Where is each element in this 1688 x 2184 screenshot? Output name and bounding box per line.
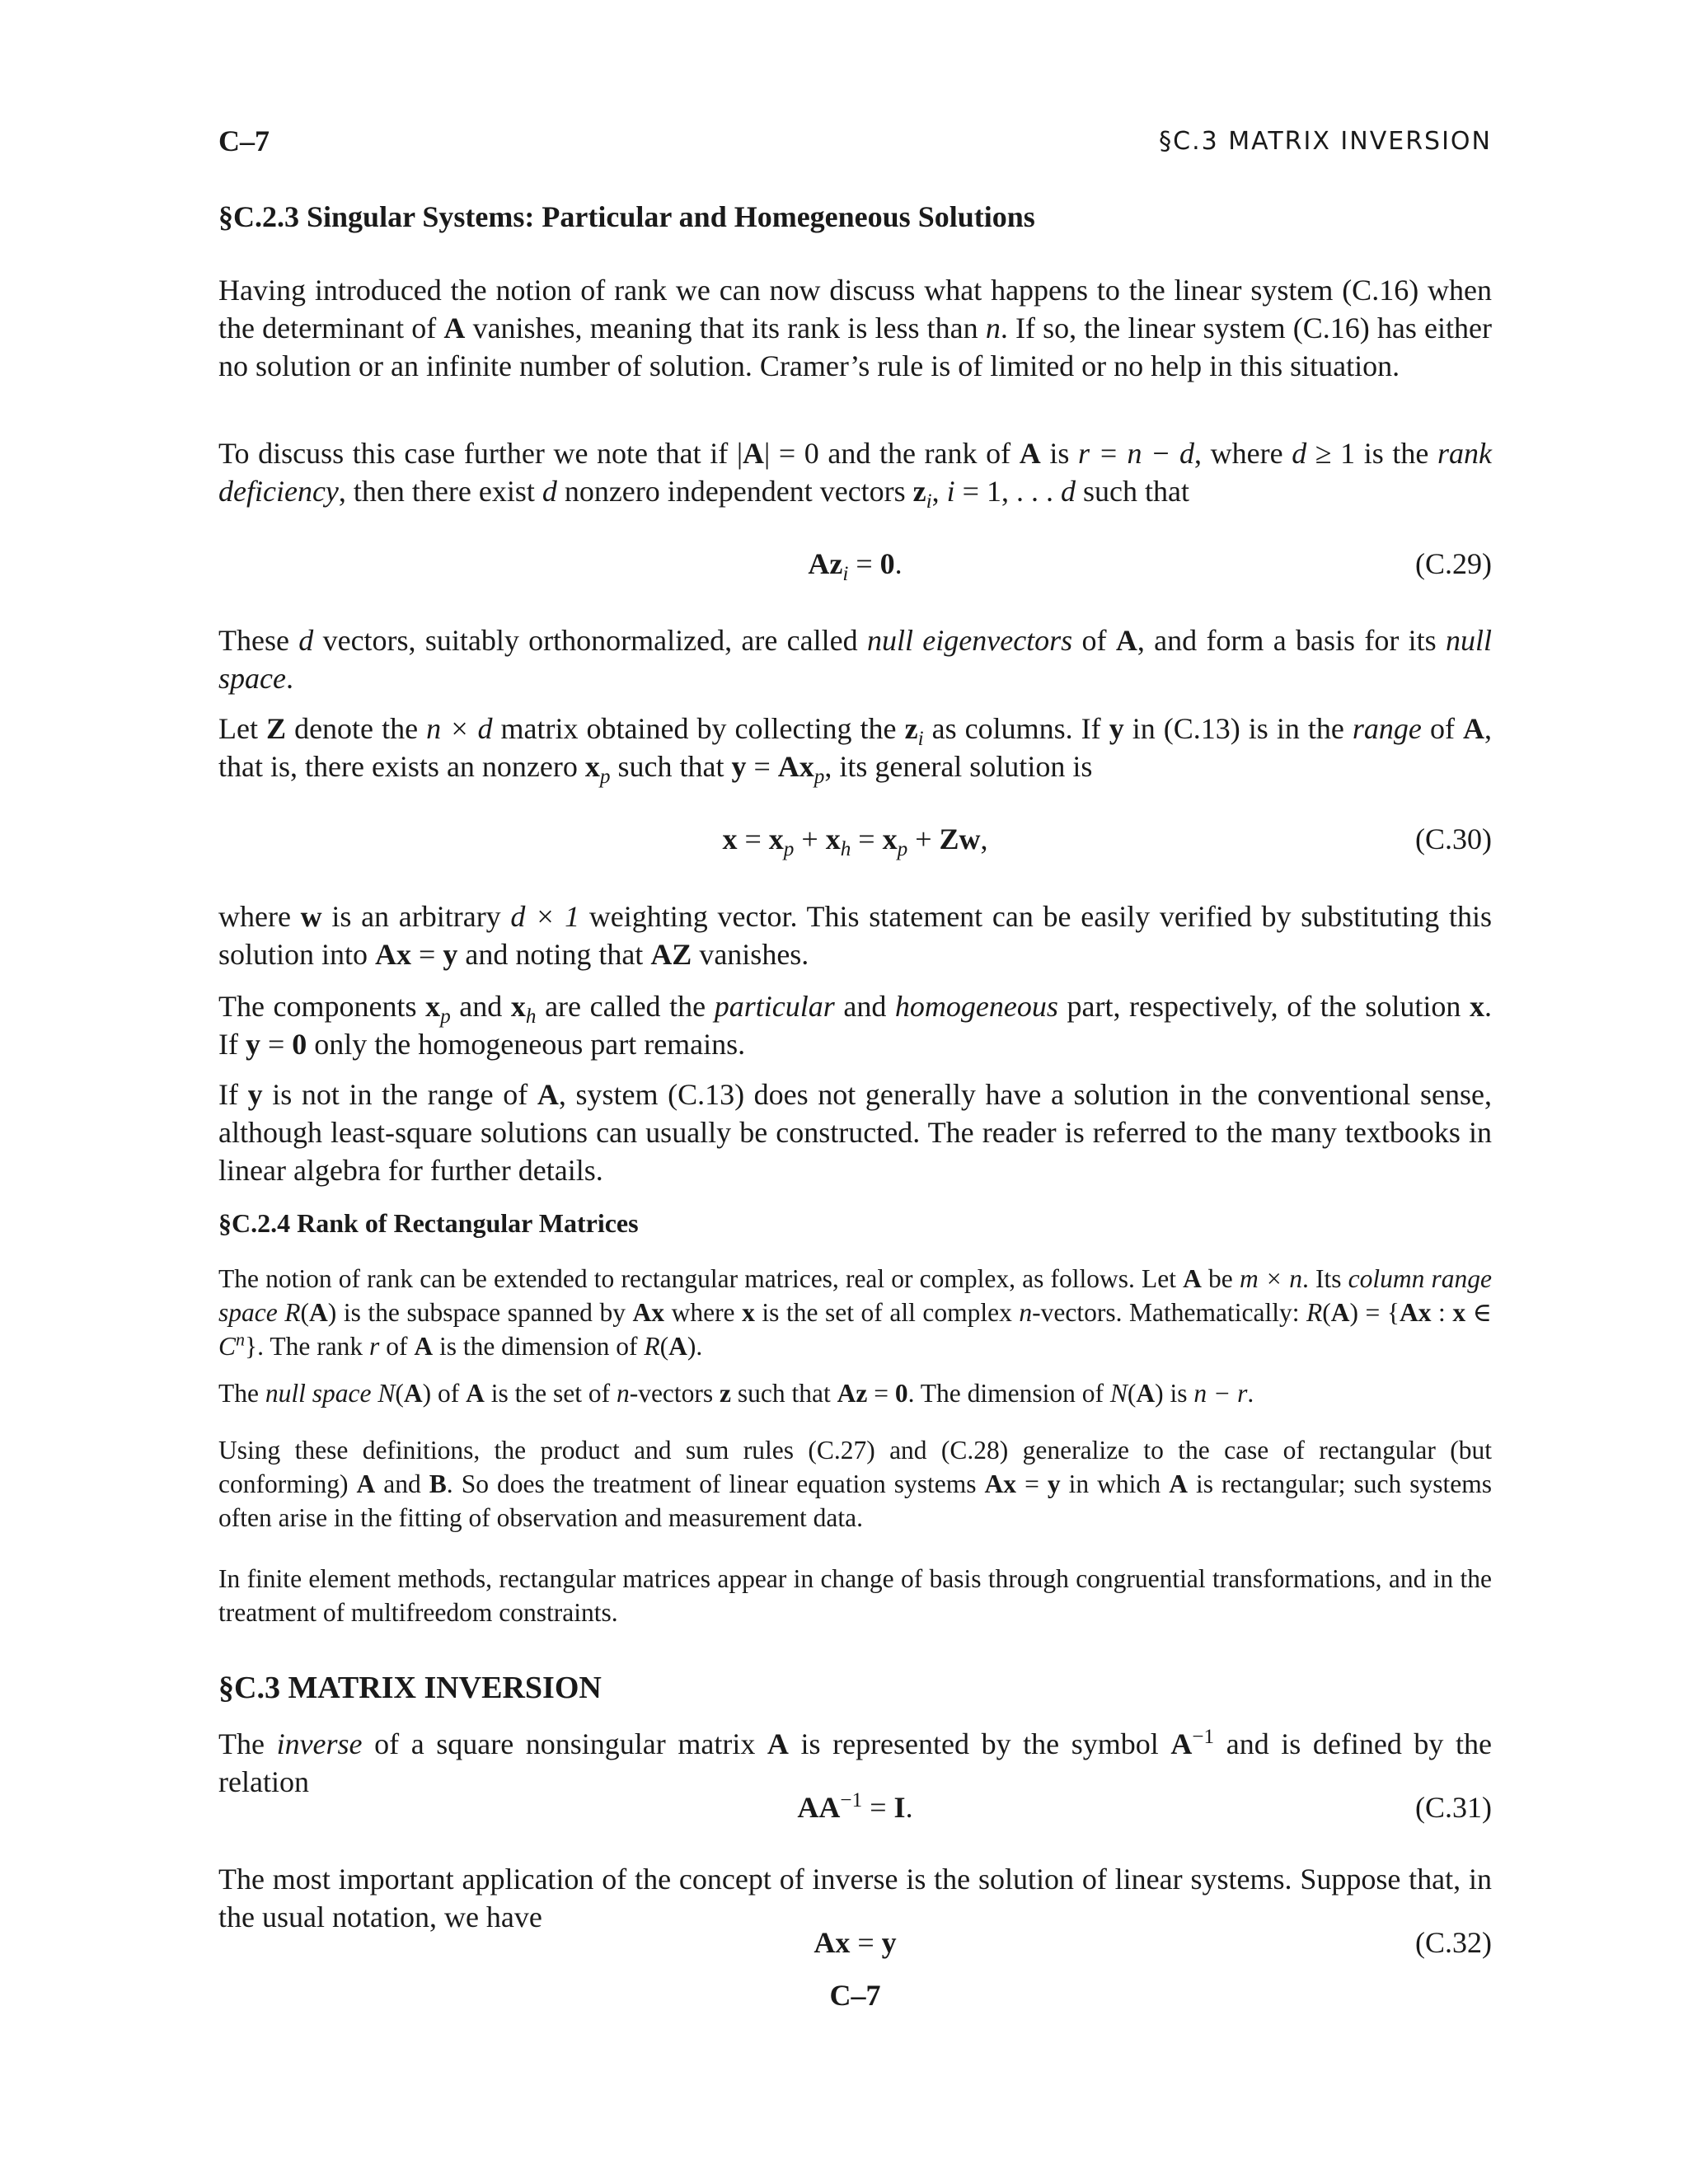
paragraph-inverse-application: The most important application of the concept of inverse is the solution of linear systems. Suppose that, in the usual notation, we have xyxy=(218,1863,1492,1933)
paragraph-particular-homogeneous: The components $x_p$ and $x_h$ are called the particular and homogeneous part, respectively, of the solution x. If y = 0 only the homogeneous part remains. xyxy=(218,990,1492,1061)
equation-c32: Ax = y (C.32) xyxy=(814,1926,1492,1959)
paragraph-column-range-space: The notion of rank can be extended to rectangular matrices, real or complex, as follows. Let A be m × n. Its column range space R(A) is the subspace spanned by Ax where x is the set of all complex n-vectors. Mathematically: R(A) = {Ax : x ∈ $C^n$}. The rank r of A is the dimension of R(A). xyxy=(218,1264,1493,1361)
footer-page-number: C–7 xyxy=(829,1979,881,2012)
paragraph-rectangular-rules: Using these definitions, the product and sum rules (C.27) and (C.28) generalize to the case of rectangular (but conforming) A and B. So does the treatment of linear equation systems Ax = y in which A is rectangular; such systems often arise in the fitting of observation and measurement data. xyxy=(218,1436,1492,1532)
section-heading-c23: §C.2.3 Singular Systems: Particular and Homegeneous Solutions xyxy=(218,200,1035,233)
paragraph-weighting-vector: where w is an arbitrary d × 1 weighting vector. This statement can be easily verified by substituting this solution into Ax = y and noting that AZ vanishes. xyxy=(218,900,1492,971)
paragraph-null-space: The null space N(A) of A is the set of n-vectors z such that Az = 0. The dimension of N(A) is n − r. xyxy=(218,1379,1254,1408)
equation-c29: $Az_i = 0$. (C.29) xyxy=(808,547,1492,586)
equation-tag: (C.31) xyxy=(1415,1791,1492,1824)
paragraph-null-eigenvectors: These d vectors, suitably orthonormalized, are called null eigenvectors of A, and form a basis for its null space. xyxy=(218,624,1492,695)
header-page-number: C–7 xyxy=(218,124,270,157)
equation-tag: (C.32) xyxy=(1415,1926,1492,1959)
paragraph-rank-deficiency: To discuss this case further we note that if |A| = 0 and the rank of A is r = n − d, where d ≥ 1 is the rank deficiency, then there exist d nonzero independent vectors $z_i$, i = 1, . . . d such that xyxy=(218,437,1492,513)
equation-c31: $AA^{-1} = I$. (C.31) xyxy=(797,1789,1492,1824)
section-heading-c24: §C.2.4 Rank of Rectangular Matrices xyxy=(218,1208,639,1238)
equation-tag: (C.30) xyxy=(1415,823,1492,855)
header-running-title: §C.3 MATRIX INVERSION xyxy=(1159,127,1492,156)
paragraph-rank-intro: Having introduced the notion of rank we can now discuss what happens to the linear system (C.16) when the determinant of A vanishes, meaning that its rank is less than n. If so, the linear system (C.16) has either no solution or an infinite number of solution. Cramer’s rule is of limited or no help in this situation. xyxy=(218,274,1492,382)
paragraph-finite-element: In finite element methods, rectangular matrices appear in change of basis through congruential transformations, and in the treatment of multifreedom constraints. xyxy=(218,1564,1492,1627)
paragraph-least-squares: If y is not in the range of A, system (C.13) does not generally have a solution in the conventional sense, although least-square solutions can usually be constructed. The reader is referred to the many textbooks in linear algebra for further details. xyxy=(218,1078,1492,1187)
equation-tag: (C.29) xyxy=(1415,547,1492,580)
section-heading-c3: §C.3 MATRIX INVERSION xyxy=(218,1671,602,1705)
equation-c30: $x = x_p + x_h = x_p + Zw$, (C.30) xyxy=(722,823,1492,861)
page-header xyxy=(218,124,1492,165)
paragraph-inverse-definition: The inverse of a square nonsingular matrix A is represented by the symbol $A^{-1}$ and is defined by the relation xyxy=(218,1726,1492,1798)
paragraph-general-solution: Let Z denote the n × d matrix obtained by collecting the $z_i$ as columns. If y in (C.13) is in the range of A, that is, there exists an nonzero $x_p$ such that $y = Ax_p$, its general solution is xyxy=(218,712,1492,789)
